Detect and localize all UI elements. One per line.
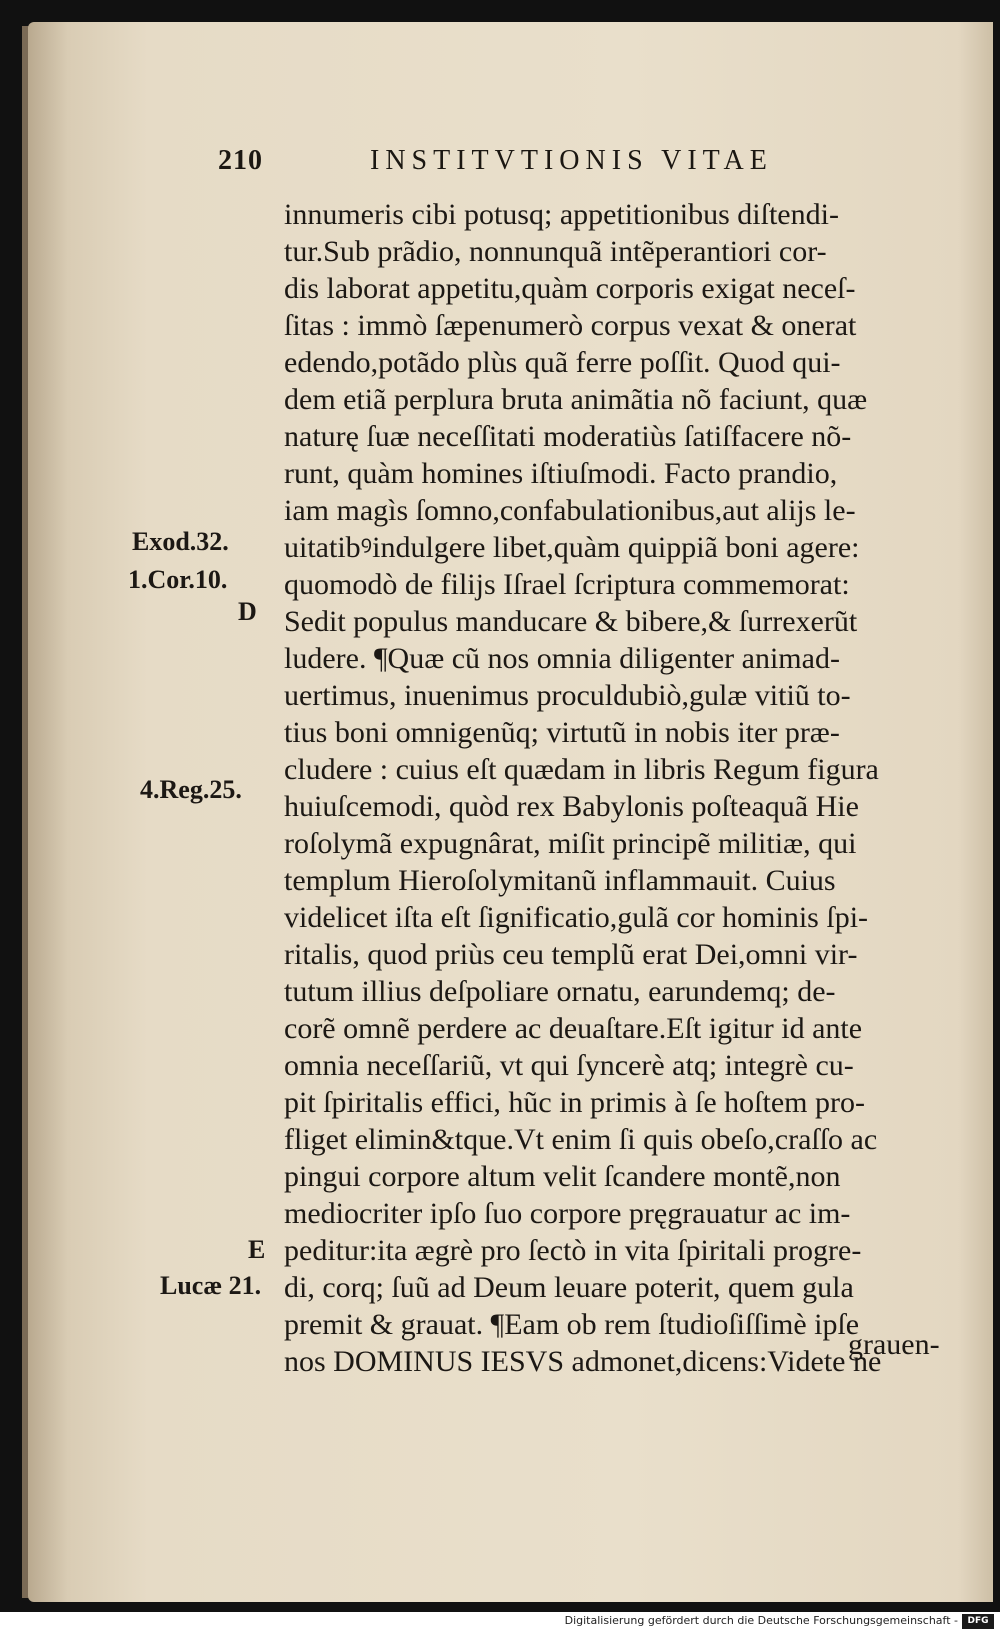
- dfg-logo: DFG: [962, 1614, 994, 1629]
- text-line: mediocriter ipſo ſuo corpore pręgrauatur ac im-: [284, 1197, 851, 1230]
- text-line: Sedit populus manducare & bibere,& ſurrexerũt: [284, 605, 858, 638]
- text-line: tius boni omnigenũq; virtutũ in nobis iter præ-: [284, 716, 840, 749]
- margin-note-exod: Exod.32.: [132, 527, 229, 556]
- text-line: roſolymã expugnârat, miſit principẽ militiæ, qui: [284, 827, 857, 860]
- text-line: di, corq; ſuũ ad Deum leuare poterit, quem gula: [284, 1271, 854, 1304]
- margin-note-cor: 1.Cor.10.: [128, 565, 228, 594]
- text-line: huiuſcemodi, quòd rex Babylonis poſteaquã Hie: [284, 790, 859, 823]
- text-line: pit ſpiritalis effici, hũc in primis à ſe hoſtem pro-: [284, 1086, 865, 1119]
- text-line: runt, quàm homines iſtiuſmodi. Facto prandio,: [284, 457, 838, 490]
- footer-bar: [0, 1612, 1000, 1632]
- margin-letter-e: E: [248, 1235, 266, 1264]
- text-line: cludere : cuius eſt quædam in libris Regum figura: [284, 753, 879, 786]
- text-line: fliget elimin&tque.Vt enim ſi quis obeſo,craſſo ac: [284, 1123, 878, 1156]
- text-line: dis laborat appetitu,quàm corporis exigat neceſ-: [284, 272, 856, 305]
- text-line: quomodò de filijs Iſrael ſcriptura commemorat:: [284, 568, 850, 601]
- text-line: corẽ omnẽ perdere ac deuaſtare.Eſt igitur id ante: [284, 1012, 863, 1045]
- text-line: nos DOMINUS IESVS admonet,dicens:Videte ne: [284, 1345, 882, 1378]
- body-text: [284, 196, 944, 1380]
- catchword: grauen-: [848, 1328, 940, 1361]
- text-line: edendo,potãdo plùs quã ferre poſſit. Quod qui-: [284, 346, 841, 379]
- page-header: [0, 145, 1000, 185]
- text-line: pingui corpore altum velit ſcandere montẽ,non: [284, 1160, 841, 1193]
- text-line: tutum illius deſpoliare ornatu, earundemq; de-: [284, 975, 836, 1008]
- text-line: peditur:ita ægrè pro ſectò in vita ſpiritali progre-: [284, 1234, 862, 1267]
- funding-credit: Digitalisierung gefördert durch die Deutsche Forschungsgemeinschaft -: [564, 1614, 958, 1627]
- margin-note-luc: Lucæ 21.: [160, 1271, 262, 1300]
- text-line: ſitas : immò ſæpenumerò corpus vexat & onerat: [284, 309, 857, 342]
- margin-note-reg: 4.Reg.25.: [140, 775, 242, 804]
- text-line: ludere. ¶Quæ cũ nos omnia diligenter animad-: [284, 642, 840, 675]
- text-line: templum Hieroſolymitanũ inflammauit. Cuius: [284, 864, 836, 897]
- text-line: videlicet iſta eſt ſignificatio,gulã cor hominis ſpi-: [284, 901, 869, 934]
- text-line: premit & grauat. ¶Eam ob rem ſtudioſiſſimè ipſe: [284, 1308, 860, 1341]
- text-line: tur.Sub prãdio, nonnunquã intẽperantiori cor-: [284, 235, 827, 268]
- page-number: 210: [218, 145, 263, 176]
- text-line: uitatibꝰindulgere libet,quàm quippiã boni agere:: [284, 531, 860, 564]
- running-head: INSTITVTIONIS VITAE: [370, 145, 773, 176]
- text-line: naturę ſuæ neceſſitati moderatiùs ſatiſfacere nõ-: [284, 420, 852, 453]
- text-line: iam magìs ſomno,confabulationibus,aut alijs le-: [284, 494, 856, 527]
- text-line: innumeris cibi potusq; appetitionibus diſtendi-: [284, 198, 839, 231]
- text-line: ritalis, quod priùs ceu templũ erat Dei,omni vir-: [284, 938, 858, 971]
- margin-letter-d: D: [238, 597, 257, 626]
- text-line: omnia neceſſariũ, vt qui ſyncerè atq; integrè cu-: [284, 1049, 854, 1082]
- text-line: dem etiã perplura bruta animãtia nõ faciunt, quæ: [284, 383, 868, 416]
- text-line: uertimus, inuenimus proculdubiò,gulæ vitiũ to-: [284, 679, 851, 712]
